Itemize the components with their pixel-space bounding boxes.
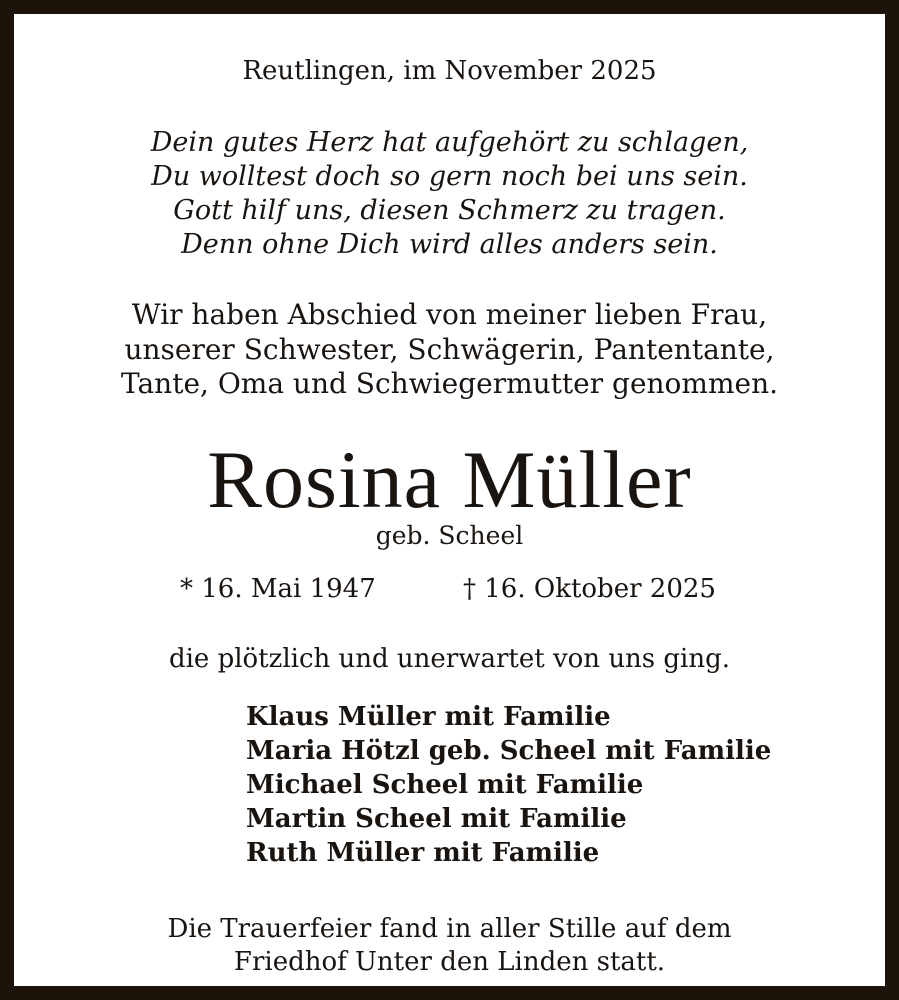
poem-line: Denn ohne Dich wird alles anders sein.: [181, 229, 718, 260]
funeral-line: Die Trauerfeier fand in aller Stille auf dem: [167, 914, 732, 944]
poem-line: Du wolltest doch so gern noch bei uns sein.: [151, 161, 748, 192]
mourner-entry: Martin Scheel mit Familie: [246, 804, 627, 834]
notice-content: [28, 28, 871, 977]
place-date: Reutlingen, im November 2025: [242, 56, 657, 86]
intro-line: Wir haben Abschied von meiner lieben Frau,: [131, 298, 768, 331]
poem-line: Dein gutes Herz hat aufgehört zu schlagen,: [150, 127, 749, 158]
mourner-entry: Klaus Müller mit Familie: [246, 702, 611, 732]
funeral-info: [28, 913, 871, 979]
intro-line: Tante, Oma und Schwiegermutter genommen.: [120, 367, 779, 400]
funeral-line: Friedhof Unter den Linden statt.: [233, 947, 666, 977]
death-date: † 16. Oktober 2025: [463, 574, 716, 604]
poem: [28, 126, 871, 262]
mourner-entry: Maria Hötzl geb. Scheel mit Familie: [246, 736, 772, 766]
passing-text: die plötzlich und unerwartet von uns ging.: [168, 644, 731, 674]
intro-line: unserer Schwester, Schwägerin, Pantentante,: [124, 332, 775, 366]
maiden-name: geb. Scheel: [375, 521, 524, 550]
mourners-list: [246, 700, 771, 870]
poem-line: Gott hilf uns, diesen Schmerz zu tragen.: [173, 195, 726, 226]
birth-date: * 16. Mai 1947: [180, 574, 376, 604]
mourner-entry: Michael Scheel mit Familie: [246, 770, 644, 800]
deceased-name: Rosina Müller: [207, 434, 692, 525]
intro-text: [28, 298, 871, 402]
mourner-entry: Ruth Müller mit Familie: [246, 838, 600, 868]
